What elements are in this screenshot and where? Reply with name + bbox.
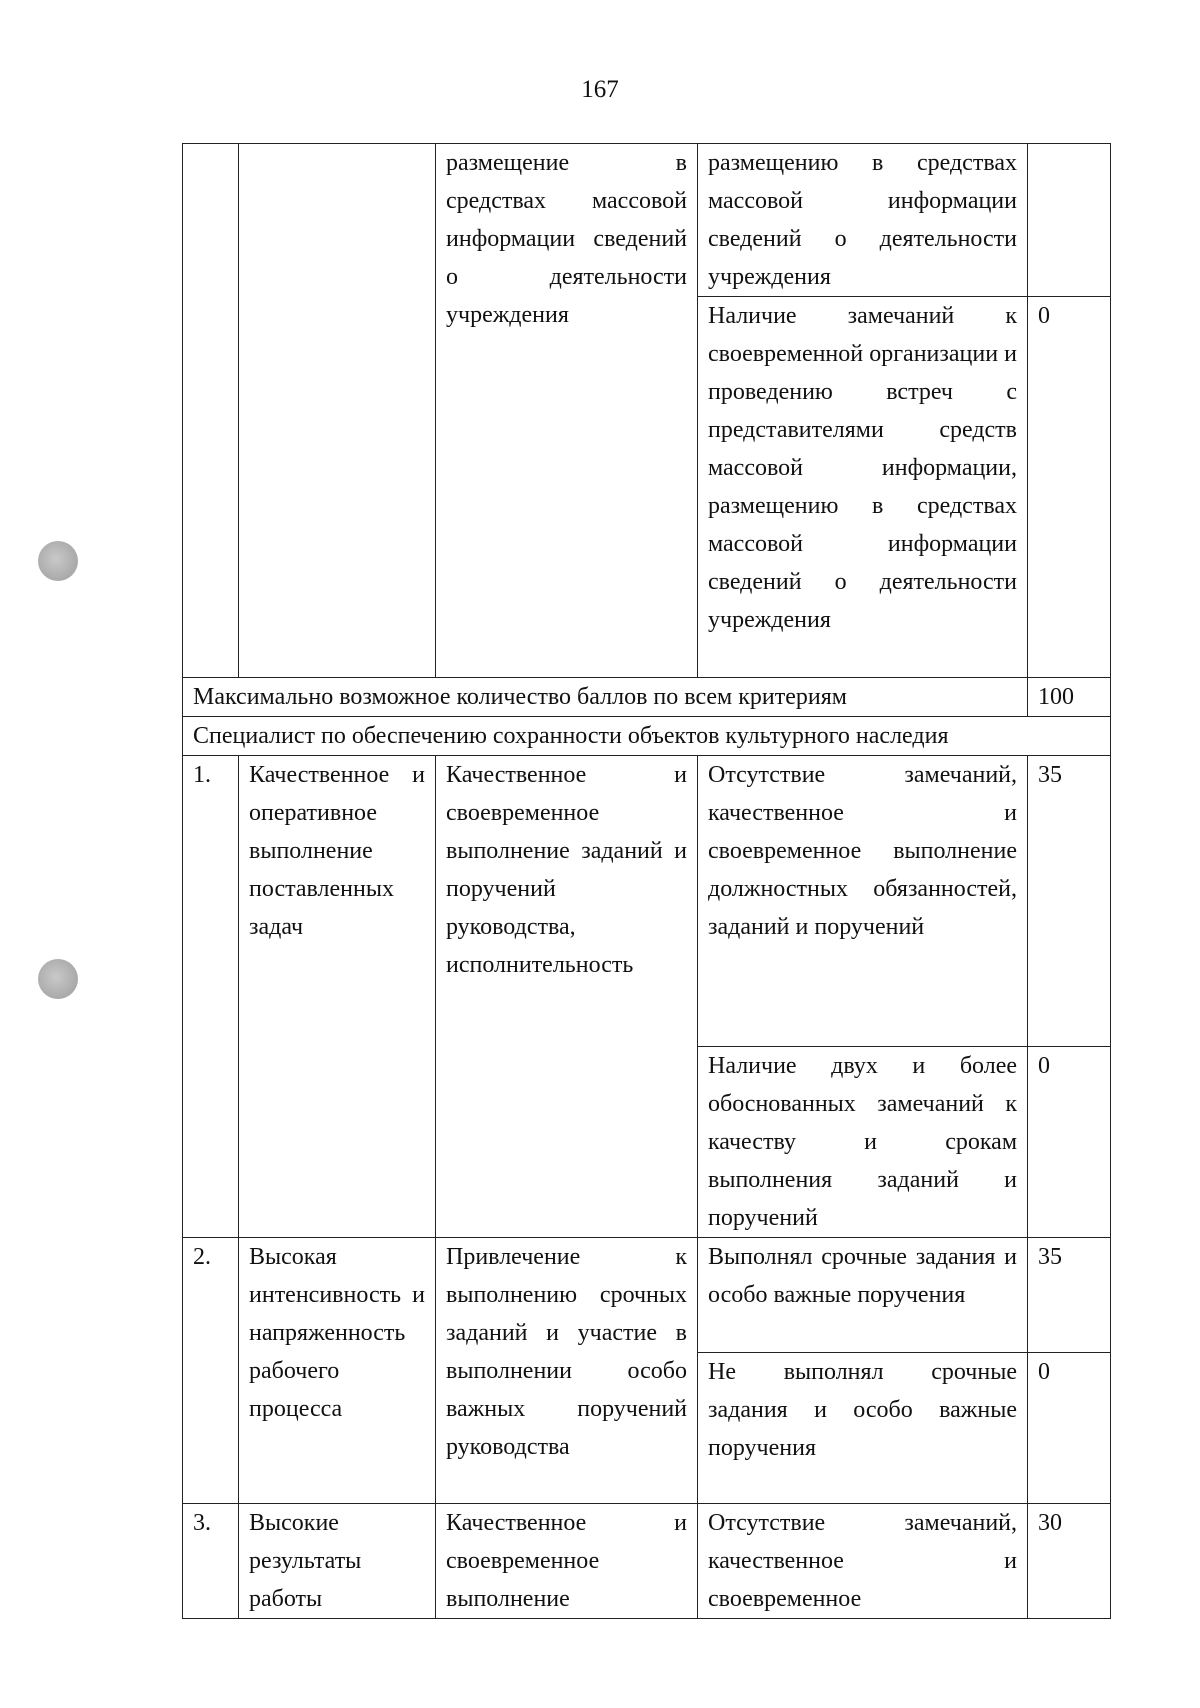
points-cell <box>1028 144 1111 297</box>
criterion-name: Высокая интенсивность и напряженность рабочего процесса <box>239 1238 436 1504</box>
criterion-indicator: Качественное и своевременное выполнение заданий и поручений руководства, исполнительность <box>436 756 698 1238</box>
table-row <box>183 144 1111 297</box>
criterion-number: 3. <box>183 1504 239 1619</box>
condition-cell: Не выполнял срочные задания и особо важные поручения <box>698 1353 1028 1504</box>
criterion-name: Высокие результаты работы <box>239 1504 436 1619</box>
section-title: Специалист по обеспечению сохранности объектов культурного наследия <box>183 717 1111 756</box>
criterion-number: 2. <box>183 1238 239 1504</box>
table-row <box>183 1238 1111 1353</box>
points-cell: 35 <box>1028 756 1111 1047</box>
points-cell: 35 <box>1028 1238 1111 1353</box>
points-cell: 0 <box>1028 1047 1111 1238</box>
condition-cell: Наличие замечаний к своевременной организации и проведению встреч с представителями средств массовой информации, размещению в средствах массовой информации сведений о деятельности учреждения <box>698 297 1028 678</box>
table-row <box>183 756 1111 1047</box>
condition-cell: Отсутствие замечаний, качественное и своевременное выполнение должностных обязанностей, заданий и поручений <box>698 756 1028 1047</box>
max-score-row <box>183 678 1111 717</box>
criteria-table <box>182 143 1111 1619</box>
section-title-row <box>183 717 1111 756</box>
max-score-points: 100 <box>1028 678 1111 717</box>
condition-cell: размещению в средствах массовой информации сведений о деятельности учреждения <box>698 144 1028 297</box>
points-cell: 0 <box>1028 297 1111 678</box>
condition-cell: Отсутствие замечаний, качественное и своевременное <box>698 1504 1028 1619</box>
punch-hole-icon <box>38 959 78 999</box>
points-cell: 30 <box>1028 1504 1111 1619</box>
condition-cell: Наличие двух и более обоснованных замечаний к качеству и срокам выполнения заданий и поручений <box>698 1047 1028 1238</box>
table-row <box>183 1504 1111 1619</box>
criterion-name: Качественное и оперативное выполнение поставленных задач <box>239 756 436 1238</box>
criterion-cell <box>239 144 436 678</box>
punch-hole-icon <box>38 541 78 581</box>
condition-cell: Выполнял срочные задания и особо важные поручения <box>698 1238 1028 1353</box>
page-number: 167 <box>581 76 619 103</box>
indicator-cell: размещение в средствах массовой информации сведений о деятельности учреждения <box>436 144 698 678</box>
num-cell <box>183 144 239 678</box>
points-cell: 0 <box>1028 1353 1111 1504</box>
criterion-indicator: Привлечение к выполнению срочных заданий и участие в выполнении особо важных поручений руководства <box>436 1238 698 1504</box>
criterion-indicator: Качественное и своевременное выполнение <box>436 1504 698 1619</box>
max-score-label: Максимально возможное количество баллов по всем критериям <box>183 678 1028 717</box>
criterion-number: 1. <box>183 756 239 1238</box>
